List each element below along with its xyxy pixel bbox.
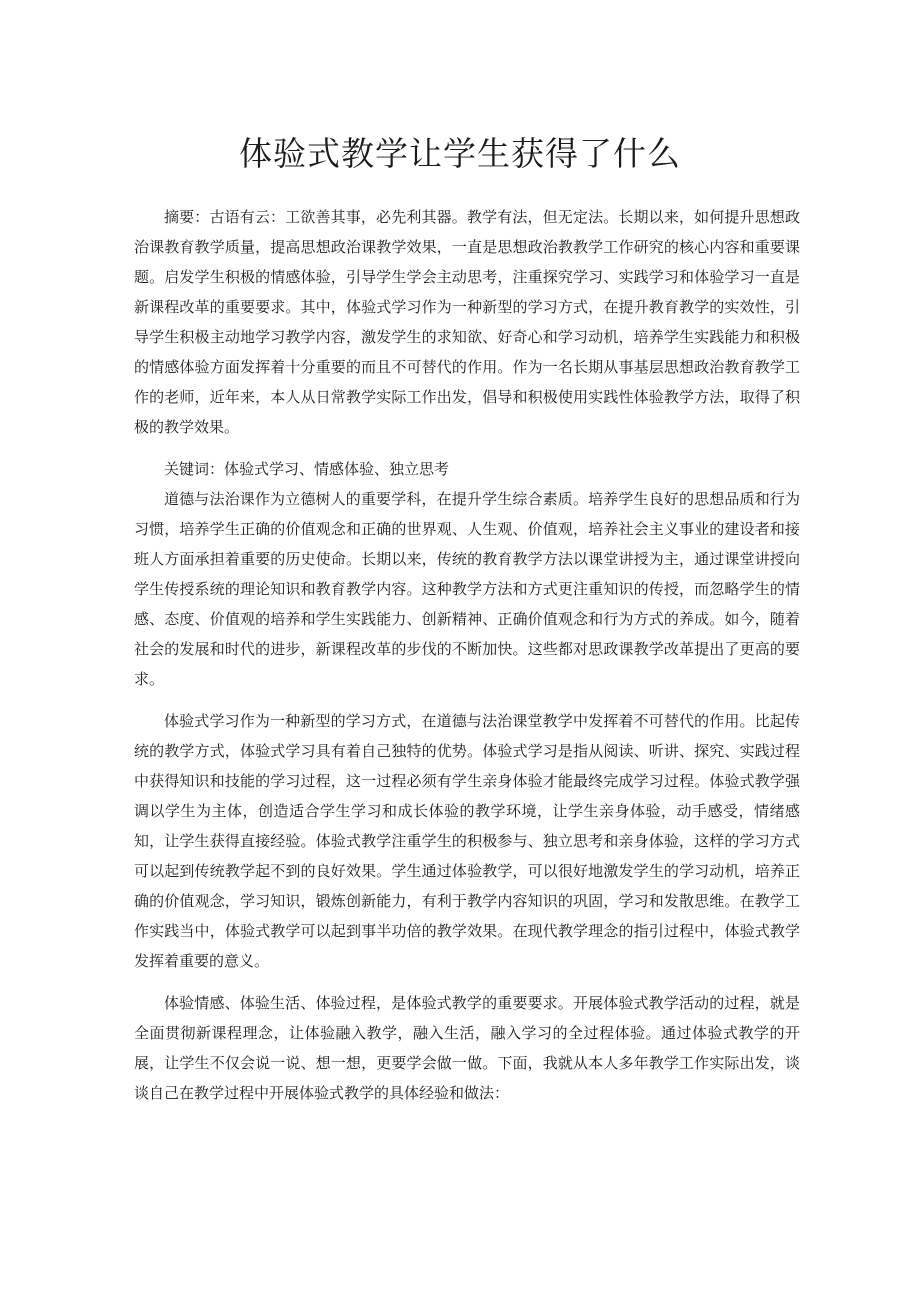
body-paragraph-1: 道德与法治课作为立德树人的重要学科，在提升学生综合素质。培养学生良好的思想品质和行为习惯，培养学生正确的价值观念和正确的世界观、人生观、价值观，培养社会主义事业的建设者和接班人方面承担着重要的历史使命。长期以来，传统的教育教学方法以课堂讲授为主，通过课堂讲授向学生传授系统的理论知识和教育教学内容。这种教学方法和方式更注重知识的传授，而忽略学生的情感、态度、价值观的培养和学生实践能力、创新精神、正确价值观念和行为方式的养成。如今，随着社会的发展和时代的进步，新课程改革的步伐的不断加快。这些都对思政课教学改革提出了更高的要求。 xyxy=(134,490,800,688)
document-body xyxy=(134,202,800,1108)
body-paragraph-2: 体验式学习作为一种新型的学习方式，在道德与法治课堂教学中发挥着不可替代的作用。比起传统的教学方式，体验式学习具有着自己独特的优势。体验式学习是指从阅读、听讲、探究、实践过程中获得知识和技能的学习过程，这一过程必须有学生亲身体验才能最终完成学习过程。体验式教学强调以学生为主体，创造适合学生学习和成长体验的教学环境，让学生亲身体验，动手感受，情绪感知，让学生获得直接经验。体验式教学注重学生的积极参与、独立思考和亲身体验，这样的学习方式可以起到传统教学起不到的良好效果。学生通过体验教学，可以很好地激发学生的学习动机，培养正确的价值观念，学习知识，锻炼创新能力，有利于教学内容知识的巩固，学习和发散思维。在教学工作实践当中，体验式教学可以起到事半功倍的教学效果。在现代教学理念的指引过程中，体验式教学发挥着重要的意义。 xyxy=(134,712,800,970)
abstract-paragraph: 摘要：古语有云：工欲善其事，必先利其器。教学有法，但无定法。长期以来，如何提升思想政治课教育教学质量，提高思想政治课教学效果，一直是思想政治教教学工作研究的核心内容和重要课题。启发学生积极的情感体验，引导学生学会主动思考，注重探究学习、实践学习和体验学习一直是新课程改革的重要要求。其中，体验式学习作为一种新型的学习方式，在提升教育教学的实效性，引导学生积极主动地学习教学内容，激发学生的求知欲、好奇心和学习动机，培养学生实践能力和积极的情感体验方面发挥着十分重要的而且不可替代的作用。作为一名长期从事基层思想政治教育教学工作的老师，近年来，本人从日常教学实际工作出发，倡导和积极使用实践性体验教学方法，取得了积极的教学效果。 xyxy=(134,208,800,436)
document-title: 体验式教学让学生获得了什么 xyxy=(239,134,681,173)
keywords-line: 关键词：体验式学习、情感体验、独立思考 xyxy=(164,460,450,478)
body-paragraph-3: 体验情感、体验生活、体验过程，是体验式教学的重要要求。开展体验式教学活动的过程，就是全面贯彻新课程理念，让体验融入教学，融入生活，融入学习的全过程体验。通过体验式教学的开展，让学生不仅会说一说、想一想，更要学会做一做。下面，我就从本人多年教学工作实际出发，谈谈自己在教学过程中开展体验式教学的具体经验和做法： xyxy=(134,994,800,1102)
